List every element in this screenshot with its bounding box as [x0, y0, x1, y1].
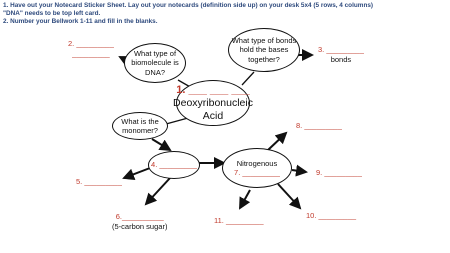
nitrogenous-node: Nitrogenous 7. _________	[222, 148, 292, 188]
bonds-question-node: What type of bonds hold the bases together?	[228, 28, 300, 72]
label-9: 9. _________	[316, 168, 362, 177]
arrow-7-to-8	[268, 133, 286, 150]
arrow-4-to-6	[146, 178, 170, 204]
label-10: 10. _________	[306, 211, 357, 220]
label-6: 6.__________ (5-carbon sugar)	[112, 212, 168, 231]
biomolecule-question-node: What type of biomolecule is DNA?	[124, 43, 186, 83]
center-dna-node: 1. ___ ___ ___ Deoxyribonucleic Acid	[176, 80, 250, 126]
monomer-answer-node: 4. _________	[148, 151, 200, 179]
arrow-monomer-to-4	[152, 139, 170, 150]
monomer-question-node: What is the monomer?	[112, 112, 168, 140]
arrow-4-to-5	[124, 168, 150, 178]
arrow-7-to-9	[292, 170, 306, 172]
instruction-line-2: 2. Number your Bellwork 1-11 and fill in the blanks.	[3, 18, 158, 25]
arrow-7-to-10	[278, 184, 300, 208]
label-8: 8. _________	[296, 121, 342, 130]
instruction-line-1: 1. Have out your Notecard Sticker Sheet. Lay out your notecards (definition side up) on your desk 5x4 (5 rows, 4 columns)	[3, 2, 374, 9]
label-5: 5. _________	[76, 177, 122, 186]
label-3: 3. _________ bonds	[318, 45, 364, 64]
label-11: 11. _________	[214, 216, 264, 225]
label-2: 2. _________ _________	[68, 39, 114, 58]
arrow-7-to-11	[240, 190, 250, 208]
instruction-line-1b: "DNA" needs to be top left card.	[3, 10, 101, 17]
